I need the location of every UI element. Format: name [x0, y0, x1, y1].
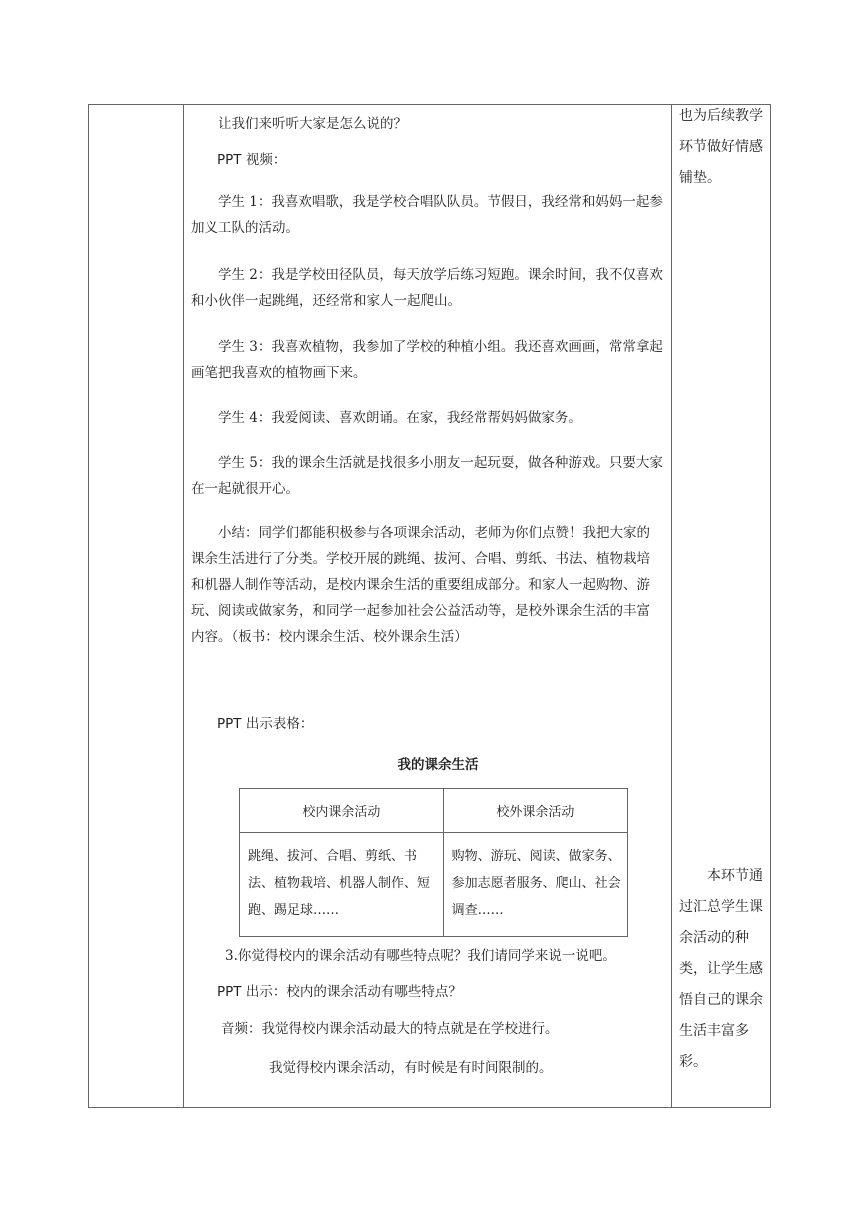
summary-text: 小结：同学们都能积极参与各项课余活动，老师为你们点赞！我把大家的课余生活进行了分类。学校开展的跳绳、拔河、合唱、剪纸、书法、植物栽培和机器人制作等活动，是校内课余生活的重要组成部分。和家人一起购物、游玩、阅读或做家务，和同学一起参加社会公益活动等，是校外课余生活的丰富内容。（板书：校内课余生活、校外课余生活）	[191, 525, 650, 645]
cell-out-school: 购物、游玩、阅读、做家务、参加志愿者服务、爬山、社会调查……	[443, 833, 627, 937]
cell-in-school: 跳绳、拔河、合唱、剪纸、书法、植物栽培、机器人制作、短跑、踢足球……	[240, 833, 444, 937]
table-title: 我的课余生活	[397, 757, 479, 773]
design-note-1: 也为后续教学环节做好情感铺垫。	[679, 108, 763, 186]
ppt-video-label: PPT 视频：	[217, 152, 287, 168]
student-3-text: 学生 3：我喜欢植物，我参加了学校的种植小组。我还喜欢画画，常常拿起画笔把我喜欢的植物画下来。	[191, 339, 663, 381]
header-in-school: 校内课余活动	[240, 789, 444, 833]
question-3-text: 3.你觉得校内的课余活动有哪些特点呢？我们请同学来说一说吧。	[225, 948, 616, 964]
student-5-text: 学生 5：我的课余生活就是找很多小朋友一起玩耍，做各种游戏。只要大家在一起就很开心。	[191, 455, 663, 497]
audio-text-2: 我觉得校内课余活动，有时候是有时间限制的。	[269, 1060, 553, 1076]
audio-text: 音频：我觉得校内课余活动最大的特点就是在学校进行。	[221, 1021, 559, 1037]
header-out-school: 校外课余活动	[443, 789, 627, 833]
column-divider	[183, 105, 184, 1107]
lesson-table	[88, 104, 771, 1108]
student-1-text: 学生 1：我喜欢唱歌，我是学校合唱队队员。节假日，我经常和妈妈一起参加义工队的活动。	[191, 194, 663, 236]
student-4-text: 学生 4：我爱阅读、喜欢朗诵。在家，我经常帮妈妈做家务。	[218, 410, 582, 426]
student-2-text: 学生 2：我是学校田径队员，每天放学后练习短跑。课余时间，我不仅喜欢和小伙伴一起跳绳，还经常和家人一起爬山。	[191, 267, 663, 309]
intro-text: 让我们来听听大家是怎么说的？	[218, 116, 407, 132]
ppt-show-text: PPT 出示：校内的课余活动有哪些特点？	[217, 984, 462, 1000]
design-note-2: 本环节通过汇总学生课余活动的种类，让学生感悟自己的课余生活丰富多彩。	[679, 868, 763, 1070]
ppt-table-label: PPT 出示表格：	[217, 716, 314, 732]
activities-table	[239, 788, 628, 937]
